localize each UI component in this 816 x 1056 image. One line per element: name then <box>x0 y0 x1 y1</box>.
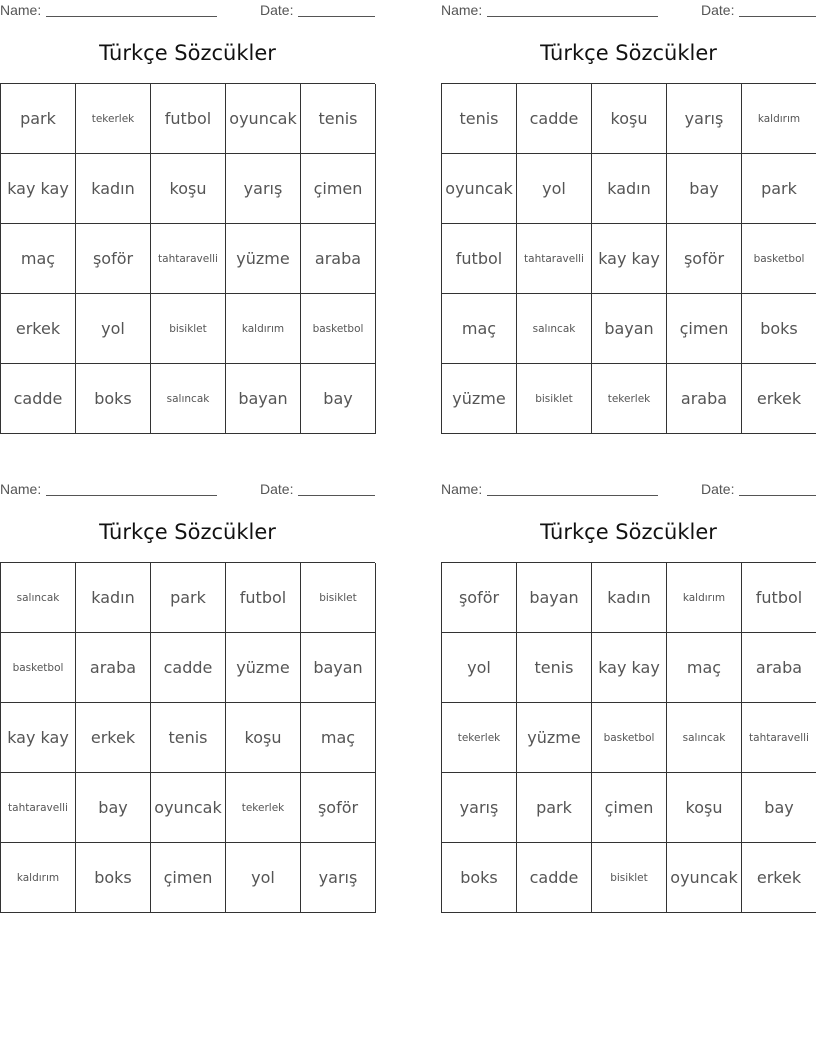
card-title: Türkçe Sözcükler <box>540 41 717 65</box>
bingo-cell: boks <box>76 364 151 434</box>
bingo-cell: bisiklet <box>151 294 226 364</box>
bingo-cell: araba <box>301 224 376 294</box>
bingo-cell: tahtaravelli <box>517 224 592 294</box>
bingo-cell: tekerlek <box>226 773 301 843</box>
bingo-cell: araba <box>742 633 816 703</box>
name-date-header <box>0 2 375 20</box>
bingo-cell: maç <box>667 633 742 703</box>
bingo-cell: çimen <box>667 294 742 364</box>
name-label: Name: <box>0 481 42 497</box>
bingo-cell: boks <box>76 843 151 913</box>
bingo-cell: salıncak <box>1 563 76 633</box>
bingo-cell: cadde <box>151 633 226 703</box>
card-title: Türkçe Sözcükler <box>540 520 717 544</box>
bingo-cell: tahtaravelli <box>151 224 226 294</box>
bingo-grid <box>0 562 375 913</box>
bingo-cell: cadde <box>1 364 76 434</box>
bingo-cell: kadın <box>76 154 151 224</box>
bingo-cell: kaldırım <box>1 843 76 913</box>
bingo-cell: bay <box>742 773 816 843</box>
bingo-cell: futbol <box>442 224 517 294</box>
bingo-cell: oyuncak <box>442 154 517 224</box>
bingo-cell: tahtaravelli <box>1 773 76 843</box>
bingo-cell: kay kay <box>592 633 667 703</box>
date-line <box>298 495 375 496</box>
name-label: Name: <box>441 481 483 497</box>
bingo-cell: oyuncak <box>226 84 301 154</box>
bingo-cell: bayan <box>592 294 667 364</box>
bingo-cell: boks <box>742 294 816 364</box>
date-line <box>298 16 375 17</box>
bingo-cell: kaldırım <box>667 563 742 633</box>
bingo-cell: yol <box>442 633 517 703</box>
bingo-cell: boks <box>442 843 517 913</box>
bingo-cell: salıncak <box>151 364 226 434</box>
bingo-cell: şoför <box>76 224 151 294</box>
bingo-cell: kay kay <box>1 703 76 773</box>
date-line <box>739 495 816 496</box>
bingo-cell: park <box>1 84 76 154</box>
card-title: Türkçe Sözcükler <box>99 520 276 544</box>
bingo-cell: tenis <box>517 633 592 703</box>
name-line <box>487 495 658 496</box>
bingo-cell: kay kay <box>592 224 667 294</box>
bingo-cell: basketbol <box>742 224 816 294</box>
bingo-card <box>0 0 375 440</box>
bingo-cell: tenis <box>442 84 517 154</box>
name-label: Name: <box>441 2 483 18</box>
bingo-cell: şoför <box>301 773 376 843</box>
bingo-cell: kadın <box>592 563 667 633</box>
bingo-cell: çimen <box>592 773 667 843</box>
name-line <box>487 16 658 17</box>
bingo-cell: tenis <box>151 703 226 773</box>
bingo-cell: maç <box>301 703 376 773</box>
name-line <box>46 16 217 17</box>
bingo-cell: maç <box>1 224 76 294</box>
bingo-cell: tahtaravelli <box>742 703 816 773</box>
bingo-cell: yüzme <box>226 633 301 703</box>
card-title: Türkçe Sözcükler <box>99 41 276 65</box>
bingo-cell: erkek <box>742 843 816 913</box>
bingo-cell: kay kay <box>1 154 76 224</box>
bingo-cell: bayan <box>301 633 376 703</box>
bingo-cell: basketbol <box>301 294 376 364</box>
bingo-cell: bisiklet <box>301 563 376 633</box>
bingo-cell: yüzme <box>442 364 517 434</box>
bingo-card <box>0 479 375 919</box>
bingo-cell: kadın <box>76 563 151 633</box>
date-line <box>739 16 816 17</box>
bingo-cell: bay <box>667 154 742 224</box>
bingo-cell: bisiklet <box>592 843 667 913</box>
bingo-cell: park <box>742 154 816 224</box>
bingo-cell: tenis <box>301 84 376 154</box>
bingo-cell: futbol <box>151 84 226 154</box>
bingo-cell: erkek <box>1 294 76 364</box>
bingo-cell: koşu <box>667 773 742 843</box>
bingo-cell: yüzme <box>517 703 592 773</box>
bingo-cell: park <box>151 563 226 633</box>
bingo-grid <box>0 83 375 434</box>
bingo-cell: oyuncak <box>151 773 226 843</box>
bingo-card <box>441 479 816 919</box>
bingo-cell: yüzme <box>226 224 301 294</box>
bingo-cell: yol <box>517 154 592 224</box>
bingo-grid <box>441 83 816 434</box>
date-label: Date: <box>260 2 294 18</box>
bingo-cell: çimen <box>151 843 226 913</box>
bingo-cell: yarış <box>301 843 376 913</box>
name-date-header <box>441 481 816 499</box>
bingo-cell: futbol <box>226 563 301 633</box>
bingo-cell: araba <box>667 364 742 434</box>
name-line <box>46 495 217 496</box>
bingo-grid <box>441 562 816 913</box>
bingo-cell: araba <box>76 633 151 703</box>
bingo-cell: oyuncak <box>667 843 742 913</box>
date-label: Date: <box>701 481 735 497</box>
bingo-cell: yarış <box>442 773 517 843</box>
bingo-cell: cadde <box>517 84 592 154</box>
name-date-header <box>0 481 375 499</box>
bingo-cell: bayan <box>517 563 592 633</box>
bingo-cell: erkek <box>76 703 151 773</box>
bingo-cell: tekerlek <box>442 703 517 773</box>
bingo-cell: park <box>517 773 592 843</box>
bingo-cell: futbol <box>742 563 816 633</box>
bingo-cell: çimen <box>301 154 376 224</box>
date-label: Date: <box>701 2 735 18</box>
bingo-cell: yol <box>76 294 151 364</box>
bingo-cell: basketbol <box>592 703 667 773</box>
bingo-cell: basketbol <box>1 633 76 703</box>
bingo-cell: bayan <box>226 364 301 434</box>
bingo-cell: tekerlek <box>592 364 667 434</box>
bingo-cell: bisiklet <box>517 364 592 434</box>
bingo-cell: bay <box>76 773 151 843</box>
bingo-cell: salıncak <box>517 294 592 364</box>
bingo-card <box>441 0 816 440</box>
bingo-cell: koşu <box>226 703 301 773</box>
bingo-cell: kaldırım <box>226 294 301 364</box>
bingo-cell: maç <box>442 294 517 364</box>
bingo-cell: yol <box>226 843 301 913</box>
bingo-cell: yarış <box>226 154 301 224</box>
bingo-cell: bay <box>301 364 376 434</box>
bingo-cell: cadde <box>517 843 592 913</box>
bingo-cell: erkek <box>742 364 816 434</box>
bingo-cell: şoför <box>442 563 517 633</box>
bingo-cell: koşu <box>592 84 667 154</box>
bingo-cell: kadın <box>592 154 667 224</box>
bingo-cell: salıncak <box>667 703 742 773</box>
bingo-cell: şoför <box>667 224 742 294</box>
date-label: Date: <box>260 481 294 497</box>
bingo-cell: kaldırım <box>742 84 816 154</box>
name-date-header <box>441 2 816 20</box>
name-label: Name: <box>0 2 42 18</box>
bingo-cell: yarış <box>667 84 742 154</box>
bingo-cell: tekerlek <box>76 84 151 154</box>
bingo-cell: koşu <box>151 154 226 224</box>
